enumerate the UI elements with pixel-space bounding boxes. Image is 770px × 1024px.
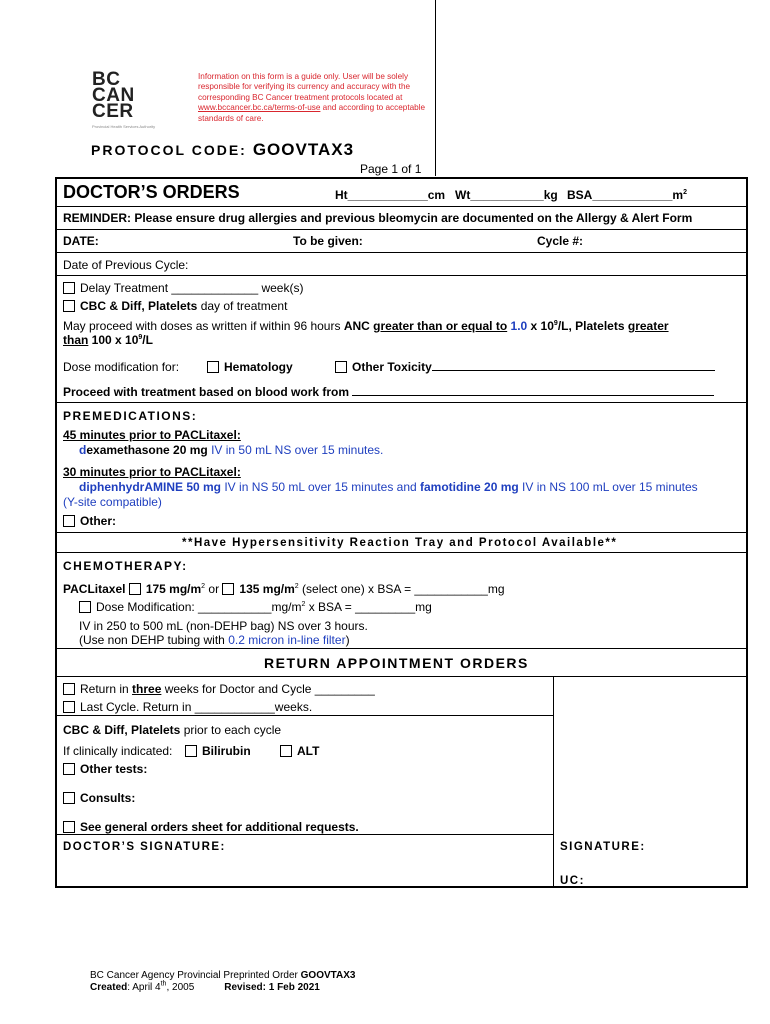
- height-field[interactable]: Ht____________cm: [335, 188, 446, 202]
- treatment-conditions-section: [57, 276, 746, 403]
- cbc-day-checkbox[interactable]: [63, 300, 75, 312]
- header-divider-line: [435, 0, 436, 176]
- dose-or: or: [205, 582, 223, 596]
- diphen-name: diphenhydrAMINE 50 mg: [79, 480, 222, 494]
- proceed-val: 1.0: [510, 319, 528, 333]
- dose-175-checkbox[interactable]: [129, 583, 141, 595]
- dose-modification-item[interactable]: [79, 600, 432, 614]
- dose-135-sup: 2: [294, 583, 299, 590]
- hematology-item[interactable]: [207, 360, 293, 374]
- alt-item[interactable]: [280, 744, 319, 758]
- proceed-a: May proceed with doses as written if within 96 hours: [63, 319, 344, 333]
- form-title: DOCTOR’S ORDERS: [63, 182, 240, 202]
- dexamethasone-line: [79, 443, 383, 457]
- dose-mod-sup: 2: [301, 601, 306, 608]
- previous-cycle-row: [57, 253, 746, 276]
- premed-45-heading: 45 minutes prior to PACLitaxel:: [63, 428, 241, 442]
- dose-135-checkbox[interactable]: [222, 583, 234, 595]
- bloodwork-line[interactable]: [352, 385, 714, 396]
- hematology-label: Hematology: [224, 360, 293, 374]
- consults-item[interactable]: [63, 791, 135, 805]
- footer-org: BC Cancer Agency Provincial Preprinted Order: [90, 970, 301, 981]
- alt-label: ALT: [297, 744, 320, 758]
- revised-date: Revised: 1 Feb 2021: [224, 982, 320, 993]
- bsa-label: BSA____________m: [567, 188, 684, 202]
- premedications-section: [57, 403, 746, 533]
- chemotherapy-section: [57, 553, 746, 649]
- dose-175-label: 175 mg/m: [145, 582, 202, 596]
- tubing-b: 0.2 micron in-line filter: [228, 633, 346, 647]
- terms-link[interactable]: www.bccancer.bc.ca/terms-of-use: [198, 103, 321, 113]
- proceed-bloodwork-label: Proceed with treatment based on blood work from: [63, 385, 353, 399]
- premed-30-heading: 30 minutes prior to PACLitaxel:: [63, 465, 241, 479]
- lab-orders: [57, 716, 554, 835]
- disclaimer-notice: [198, 72, 434, 124]
- dose-mod-rest: x BSA = _________mg: [305, 600, 432, 614]
- logo-line-3: CER: [92, 101, 134, 122]
- other-toxicity-line[interactable]: [432, 360, 715, 371]
- consults-label: Consults:: [80, 791, 136, 805]
- cbc-prior-line: [63, 723, 281, 737]
- return-three-weeks-checkbox[interactable]: [63, 683, 75, 695]
- created-value: : April 4: [127, 982, 161, 993]
- return-three: three: [132, 682, 162, 696]
- cbc-day-item[interactable]: [63, 299, 287, 313]
- proceed-gt: greater: [627, 319, 669, 333]
- created-year: , 2005: [166, 982, 195, 993]
- return-title-row: [57, 649, 746, 677]
- cbc-bold: CBC & Diff, Platelets: [80, 299, 198, 313]
- title-row: [57, 179, 746, 207]
- doctor-signature-field[interactable]: DOCTOR’S SIGNATURE:: [63, 841, 226, 853]
- bilirubin-item[interactable]: [185, 744, 251, 758]
- cbc-prior-rest: prior to each cycle: [180, 723, 282, 737]
- other-tests-label: Other tests:: [80, 762, 148, 776]
- weight-field[interactable]: Wt___________kg: [455, 188, 558, 202]
- dexa-name: examethasone 20 mg: [86, 443, 208, 457]
- premed-other-item[interactable]: [63, 514, 116, 528]
- cbc-prior-bold: CBC & Diff, Platelets: [63, 723, 181, 737]
- page-number: Page 1 of 1: [360, 162, 422, 176]
- hsr-banner: **Have Hypersensitivity Reaction Tray and Protocol Available**: [182, 537, 618, 549]
- cycle-number-field[interactable]: Cycle #:: [537, 234, 584, 248]
- tubing-c: ): [345, 633, 350, 647]
- dose-mod-label: Dose Modification: ___________mg/m: [96, 600, 302, 614]
- proceed-anc: ANC: [343, 319, 374, 333]
- proceed-L: /L: [142, 333, 153, 347]
- return-b: weeks for Doctor and Cycle _________: [161, 682, 375, 696]
- footer-code: GOOVTAX3: [300, 970, 356, 981]
- ysite-note: (Y-site compatible): [63, 495, 162, 509]
- dose-135-label: 135 mg/m: [239, 582, 295, 596]
- dose-mod-checkbox[interactable]: [79, 601, 91, 613]
- to-be-given-field[interactable]: To be given:: [293, 234, 363, 248]
- delay-treatment-item[interactable]: [63, 281, 303, 295]
- return-appointment-title: RETURN APPOINTMENT ORDERS: [264, 655, 529, 671]
- hsr-row: [57, 533, 746, 553]
- protocol-code-value: GOOVTAX3: [252, 140, 355, 159]
- last-cycle-item[interactable]: [63, 700, 312, 714]
- protocol-code: [91, 140, 354, 160]
- return-options: [57, 677, 554, 716]
- created-label: Created: [90, 982, 128, 993]
- bsa-sup: 2: [683, 189, 687, 196]
- bilirubin-checkbox[interactable]: [185, 745, 197, 757]
- reminder-row: [57, 207, 746, 230]
- created-sup: th: [160, 980, 167, 988]
- proceed-sup: 9: [553, 320, 558, 327]
- other-tests-item[interactable]: [63, 762, 147, 776]
- see-general-checkbox[interactable]: [63, 821, 75, 833]
- last-cycle-label: Last Cycle. Return in ____________weeks.: [80, 700, 313, 714]
- uc-field[interactable]: UC:: [560, 875, 585, 887]
- protocol-label: PROTOCOL CODE:: [91, 142, 247, 158]
- proceed-unit: x 10: [527, 319, 554, 333]
- tubing-a: (Use non DEHP tubing with: [79, 633, 229, 647]
- footer-line-2: [90, 982, 355, 994]
- if-clinically-label: If clinically indicated:: [63, 744, 173, 758]
- hematology-checkbox[interactable]: [207, 361, 219, 373]
- diphen-route: IV in NS 50 mL over 15 minutes and: [221, 480, 421, 494]
- diphenhydramine-line: [79, 480, 698, 494]
- consults-checkbox[interactable]: [63, 792, 75, 804]
- notice-text-end: and according to acceptable standards of care.: [198, 103, 426, 123]
- footer-line-1: [90, 970, 355, 982]
- last-cycle-checkbox[interactable]: [63, 701, 75, 713]
- dexa-route: IV in 50 mL NS over 15 minutes.: [207, 443, 384, 457]
- date-field[interactable]: DATE:: [63, 234, 99, 248]
- iv-instructions: IV in 250 to 500 mL (non-DEHP bag) NS over 3 hours.: [79, 619, 368, 633]
- proceed-plt: /L, Platelets: [557, 319, 628, 333]
- other-toxicity-label: Other Toxicity: [352, 360, 432, 374]
- dose-175-sup: 2: [201, 583, 206, 590]
- bilirubin-label: Bilirubin: [202, 744, 251, 758]
- logo-line-2: CAN: [92, 85, 135, 106]
- alt-checkbox[interactable]: [280, 745, 292, 757]
- return-three-weeks-item[interactable]: [63, 682, 375, 696]
- see-general-orders-item[interactable]: [63, 820, 359, 834]
- proceed-sup2: 9: [138, 334, 143, 341]
- proceed-bloodwork-line[interactable]: [63, 385, 714, 399]
- date-row: [57, 230, 746, 253]
- proceed-text-line1: [63, 319, 669, 333]
- other-tests-checkbox[interactable]: [63, 763, 75, 775]
- logo-line-1: BC: [92, 69, 121, 90]
- other-toxicity-item[interactable]: [335, 360, 715, 374]
- premedications-title: PREMEDICATIONS:: [63, 409, 198, 423]
- proceed-than: than: [63, 333, 89, 347]
- doctors-orders-form: [55, 177, 748, 888]
- select-one-text: (select one) x BSA = ___________mg: [298, 582, 505, 596]
- logo-tagline: Provincial Health Services Authority: [92, 124, 156, 129]
- delay-checkbox[interactable]: [63, 282, 75, 294]
- dexa-d: d: [79, 443, 87, 457]
- paclitaxel-dose-line: [63, 582, 505, 596]
- chemotherapy-title: CHEMOTHERAPY:: [63, 559, 188, 573]
- reminder-text: REMINDER: Please ensure drug allergies and previous bleomycin are documented on the Allergy & Alert Form: [63, 211, 693, 225]
- premed-other-checkbox[interactable]: [63, 515, 75, 527]
- see-general-label: See general orders sheet for additional requests.: [80, 820, 359, 834]
- footer: [90, 970, 355, 994]
- premed-other-label: Other:: [80, 514, 116, 528]
- bsa-field[interactable]: [567, 188, 687, 202]
- proceed-gte: greater than or equal to: [373, 319, 508, 333]
- notice-text: Information on this form is a guide only. User will be solely responsible for verifying its currency and accuracy with the corresponding BC Cancer treatment protocols located at: [198, 72, 411, 102]
- tubing-note: [79, 633, 350, 647]
- previous-cycle-field[interactable]: Date of Previous Cycle:: [63, 258, 189, 272]
- famot-route: IV in NS 100 mL over 15 minutes: [518, 480, 698, 494]
- proceed-100: 100 x 10: [88, 333, 139, 347]
- signature-field[interactable]: SIGNATURE:: [560, 841, 646, 853]
- pacli-label: PACLitaxel: [63, 582, 126, 596]
- famot-name: famotidine 20 mg: [420, 480, 519, 494]
- delay-label: Delay Treatment _____________ week(s): [80, 281, 304, 295]
- bc-cancer-logo: [92, 69, 182, 129]
- dose-mod-for-label: Dose modification for:: [63, 360, 180, 374]
- return-a: Return in: [80, 682, 133, 696]
- other-toxicity-checkbox[interactable]: [335, 361, 347, 373]
- cbc-rest: day of treatment: [197, 299, 288, 313]
- proceed-text-line2: [63, 333, 153, 347]
